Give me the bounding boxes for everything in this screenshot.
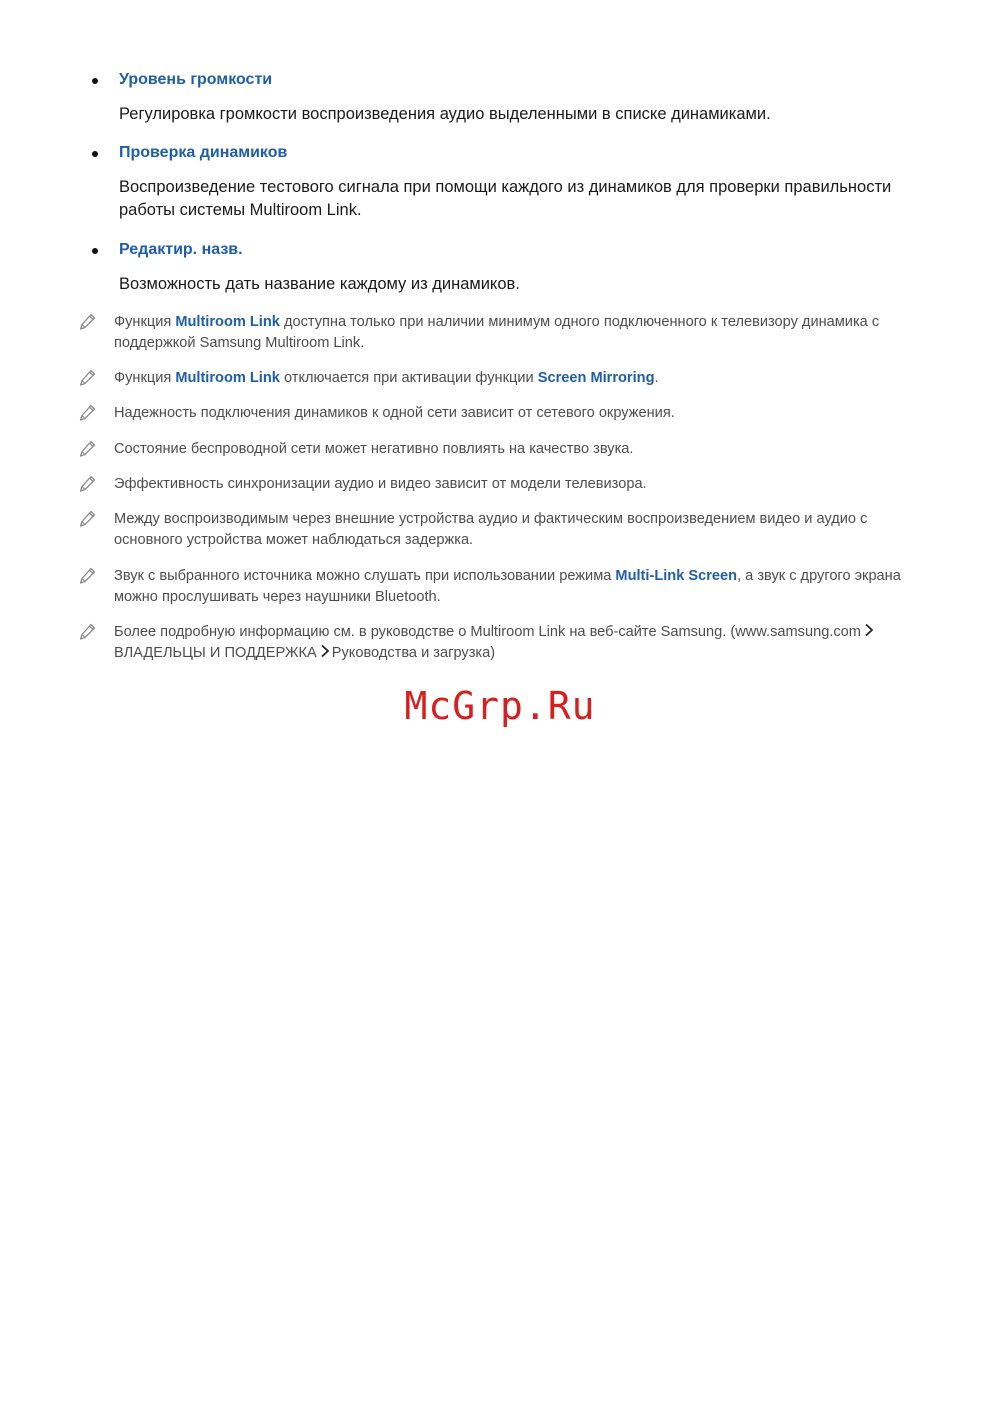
bullet-description: Воспроизведение тестового сигнала при помощи каждого из динамиков для проверки правильности работы системы Multiroom Link. xyxy=(119,178,892,219)
note-text xyxy=(114,312,926,354)
pencil-icon xyxy=(78,623,96,641)
bullet-title: Проверка динамиков xyxy=(119,144,288,161)
note-text-part: отключается при активации функции xyxy=(279,370,538,386)
note-text-part: ВЛАДЕЛЬЦЫ И ПОДДЕРЖКА xyxy=(114,645,317,661)
note-text-part: Функция xyxy=(114,314,176,330)
pencil-icon xyxy=(78,440,96,458)
note-text-part: Руководства и загрузка) xyxy=(331,645,496,661)
highlight-term: Multiroom Link xyxy=(175,370,280,386)
bullet-title: Редактир. назв. xyxy=(119,241,243,258)
note-text-part: Функция xyxy=(114,370,176,386)
bullet-description: Возможность дать название каждому из динамиков. xyxy=(119,275,520,293)
chevron-right-icon xyxy=(864,623,874,637)
pencil-icon xyxy=(78,369,96,387)
note-text xyxy=(114,622,926,664)
pencil-icon xyxy=(78,313,96,331)
note-text-part: Звук с выбранного источника можно слушать при использовании режима xyxy=(114,568,616,584)
pencil-icon xyxy=(78,567,96,585)
bullet-dot xyxy=(92,151,98,157)
pencil-icon xyxy=(78,475,96,493)
highlight-term: Screen Mirroring xyxy=(537,370,655,386)
note-text: Надежность подключения динамиков к одной сети зависит от сетевого окружения. xyxy=(114,405,675,421)
note-text: Состояние беспроводной сети может негативно повлиять на качество звука. xyxy=(114,441,634,457)
note-text xyxy=(114,368,926,389)
pencil-icon xyxy=(78,510,96,528)
note-text: Эффективность синхронизации аудио и видео зависит от модели телевизора. xyxy=(114,476,647,492)
note-text-part: , а звук с другого экрана можно прослушивать через наушники Bluetooth. xyxy=(114,568,901,605)
note-text-part: Более подробную информацию см. в руководстве о Multiroom Link на веб-сайте Samsung. (www.samsung.com xyxy=(114,624,861,640)
highlight-term: Multiroom Link xyxy=(175,314,280,330)
bullet-title: Уровень громкости xyxy=(119,71,273,88)
pencil-icon xyxy=(78,404,96,422)
watermark: McGrp.Ru xyxy=(404,684,596,728)
note-text: Между воспроизводимым через внешние устройства аудио и фактическим воспроизведением видео и аудио с основного устройства может наблюдаться задержка. xyxy=(114,511,868,548)
bullet-dot xyxy=(92,78,98,84)
highlight-term: Multi-Link Screen xyxy=(615,568,738,584)
note-text-part: доступна только при наличии минимум одного подключенного к телевизору динамика с поддержкой Samsung Multiroom Link. xyxy=(114,314,880,351)
chevron-right-icon xyxy=(320,644,330,658)
bullet-description: Регулировка громкости воспроизведения аудио выделенными в списке динамиками. xyxy=(119,105,771,123)
note-text-part: . xyxy=(654,370,659,386)
bullet-dot xyxy=(92,248,98,254)
note-text xyxy=(114,566,926,608)
